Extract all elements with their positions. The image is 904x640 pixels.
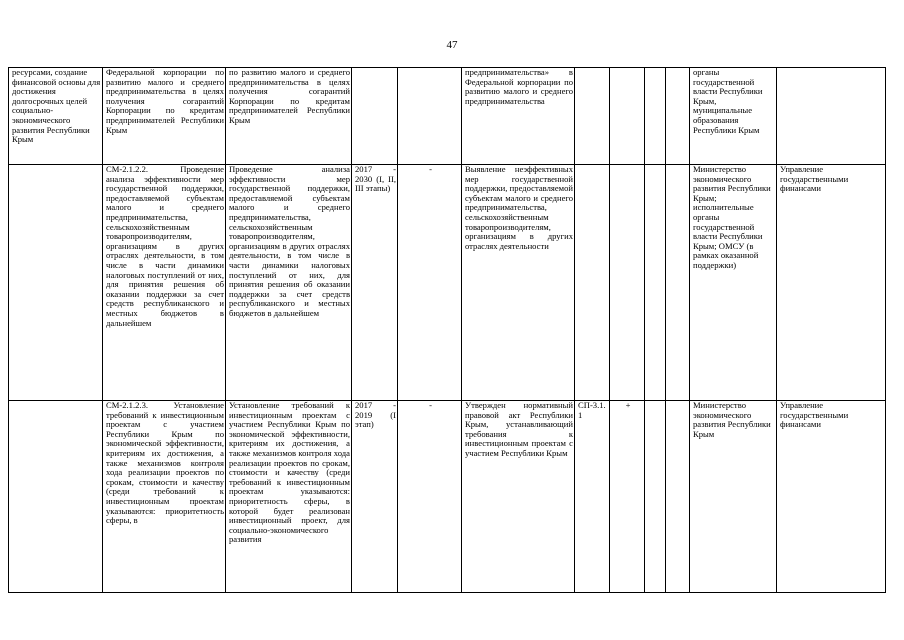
direction-cell bbox=[777, 68, 886, 165]
result-cell: предпринимательства» в Федеральной корпорации по развитию малого и среднего предпринимательства bbox=[462, 68, 575, 165]
table-row bbox=[9, 68, 886, 165]
goal-cell bbox=[9, 165, 103, 401]
funding-cell bbox=[398, 68, 462, 165]
activity-cell: по развитию малого и среднего предпринимательства в целях получения согарантий Корпорации по кредитам предпринимателей Республики Крым bbox=[226, 68, 352, 165]
mark-cell bbox=[610, 165, 645, 401]
activity-cell: Установление требований к инвестиционным проектам с участием Республики Крым по экономической эффективности, критериям их достижения, а также механизмов контроля хода реализации проектов по срокам, стоимости и качеству (среди требований к инвестиционным проектам указываются: приоритетность сферы, в которой будет реализован инвестиционный проект, для социально-экономического развития bbox=[226, 401, 352, 593]
strategy-measures-table bbox=[8, 67, 886, 593]
period-cell: 2017 - 2030 (I, II, III этапы) bbox=[352, 165, 398, 401]
responsible-cell: органы государственной власти Республики Крым, муниципальные образования Республики Крым bbox=[690, 68, 777, 165]
table-row bbox=[9, 401, 886, 593]
direction-cell: Управление государственными финансами bbox=[777, 165, 886, 401]
table-row bbox=[9, 165, 886, 401]
empty-cell bbox=[666, 165, 690, 401]
empty-cell bbox=[666, 401, 690, 593]
goal-cell: ресурсами, создание финансовой основы для достижения долгосрочных целей социально-экономического развития Республики Крым bbox=[9, 68, 103, 165]
empty-cell bbox=[666, 68, 690, 165]
measure-cell: Федеральной корпорации по развитию малого и среднего предпринимательства в целях получения согарантий Корпорации по кредитам предпринимателей Республики Крым bbox=[103, 68, 226, 165]
empty-cell bbox=[645, 401, 666, 593]
page-number: 47 bbox=[446, 39, 458, 51]
measure-cell: СМ-2.1.2.2. Проведение анализа эффективности мер государственной поддержки, предоставляемой субъектам малого и среднего предпринимательства, сельскохозяйственным товаропроизводителям, организациям в других отраслях деятельности, в том числе в части динамики налоговых поступлений от них, для принятия решения об оказании поддержки за счет средств республиканского и местных бюджетов в дальнейшем bbox=[103, 165, 226, 401]
mark-cell bbox=[610, 68, 645, 165]
activity-cell: Проведение анализа эффективности мер государственной поддержки, предоставляемой субъектам малого и среднего предпринимательства, сельскохозяйственным товаропроизводителям, организациям в других отраслях деятельности, в том числе в части динамики налоговых поступлений от них, для принятия решения об оказании поддержки за счет средств республиканского и местных бюджетов в дальнейшем bbox=[226, 165, 352, 401]
period-cell bbox=[352, 68, 398, 165]
responsible-cell: Министерство экономического развития Республики Крым bbox=[690, 401, 777, 593]
responsible-cell: Министерство экономического развития Республики Крым; исполнительные органы государственной власти Республики Крым; ОМСУ (в рамках оказанной поддержки) bbox=[690, 165, 777, 401]
empty-cell bbox=[645, 165, 666, 401]
program-link-cell bbox=[575, 165, 610, 401]
funding-cell: - bbox=[398, 165, 462, 401]
mark-cell: + bbox=[610, 401, 645, 593]
measure-cell: СМ-2.1.2.3. Установление требований к инвестиционным проектам с участием Республики Крым по экономической эффективности, критериям их достижения, а также механизмов контроля хода реализации проектов по срокам, стоимости и качеству (среди требований к инвестиционным проектам указываются: приоритетность сферы, в bbox=[103, 401, 226, 593]
program-link-cell bbox=[575, 68, 610, 165]
direction-cell: Управление государственными финансами bbox=[777, 401, 886, 593]
result-cell: Утвержден нормативный правовой акт Республики Крым, устанавливающий требования к инвестиционным проектам с участием Республики Крым bbox=[462, 401, 575, 593]
period-cell: 2017 - 2019 (I этап) bbox=[352, 401, 398, 593]
goal-cell bbox=[9, 401, 103, 593]
funding-cell: - bbox=[398, 401, 462, 593]
empty-cell bbox=[645, 68, 666, 165]
program-link-cell: СП-3.1.1 bbox=[575, 401, 610, 593]
result-cell: Выявление неэффективных мер государственной поддержки, предоставляемой субъектам малого и среднего предпринимательства, сельскохозяйственным товаропроизводителям, организациям в других отраслях деятельности bbox=[462, 165, 575, 401]
